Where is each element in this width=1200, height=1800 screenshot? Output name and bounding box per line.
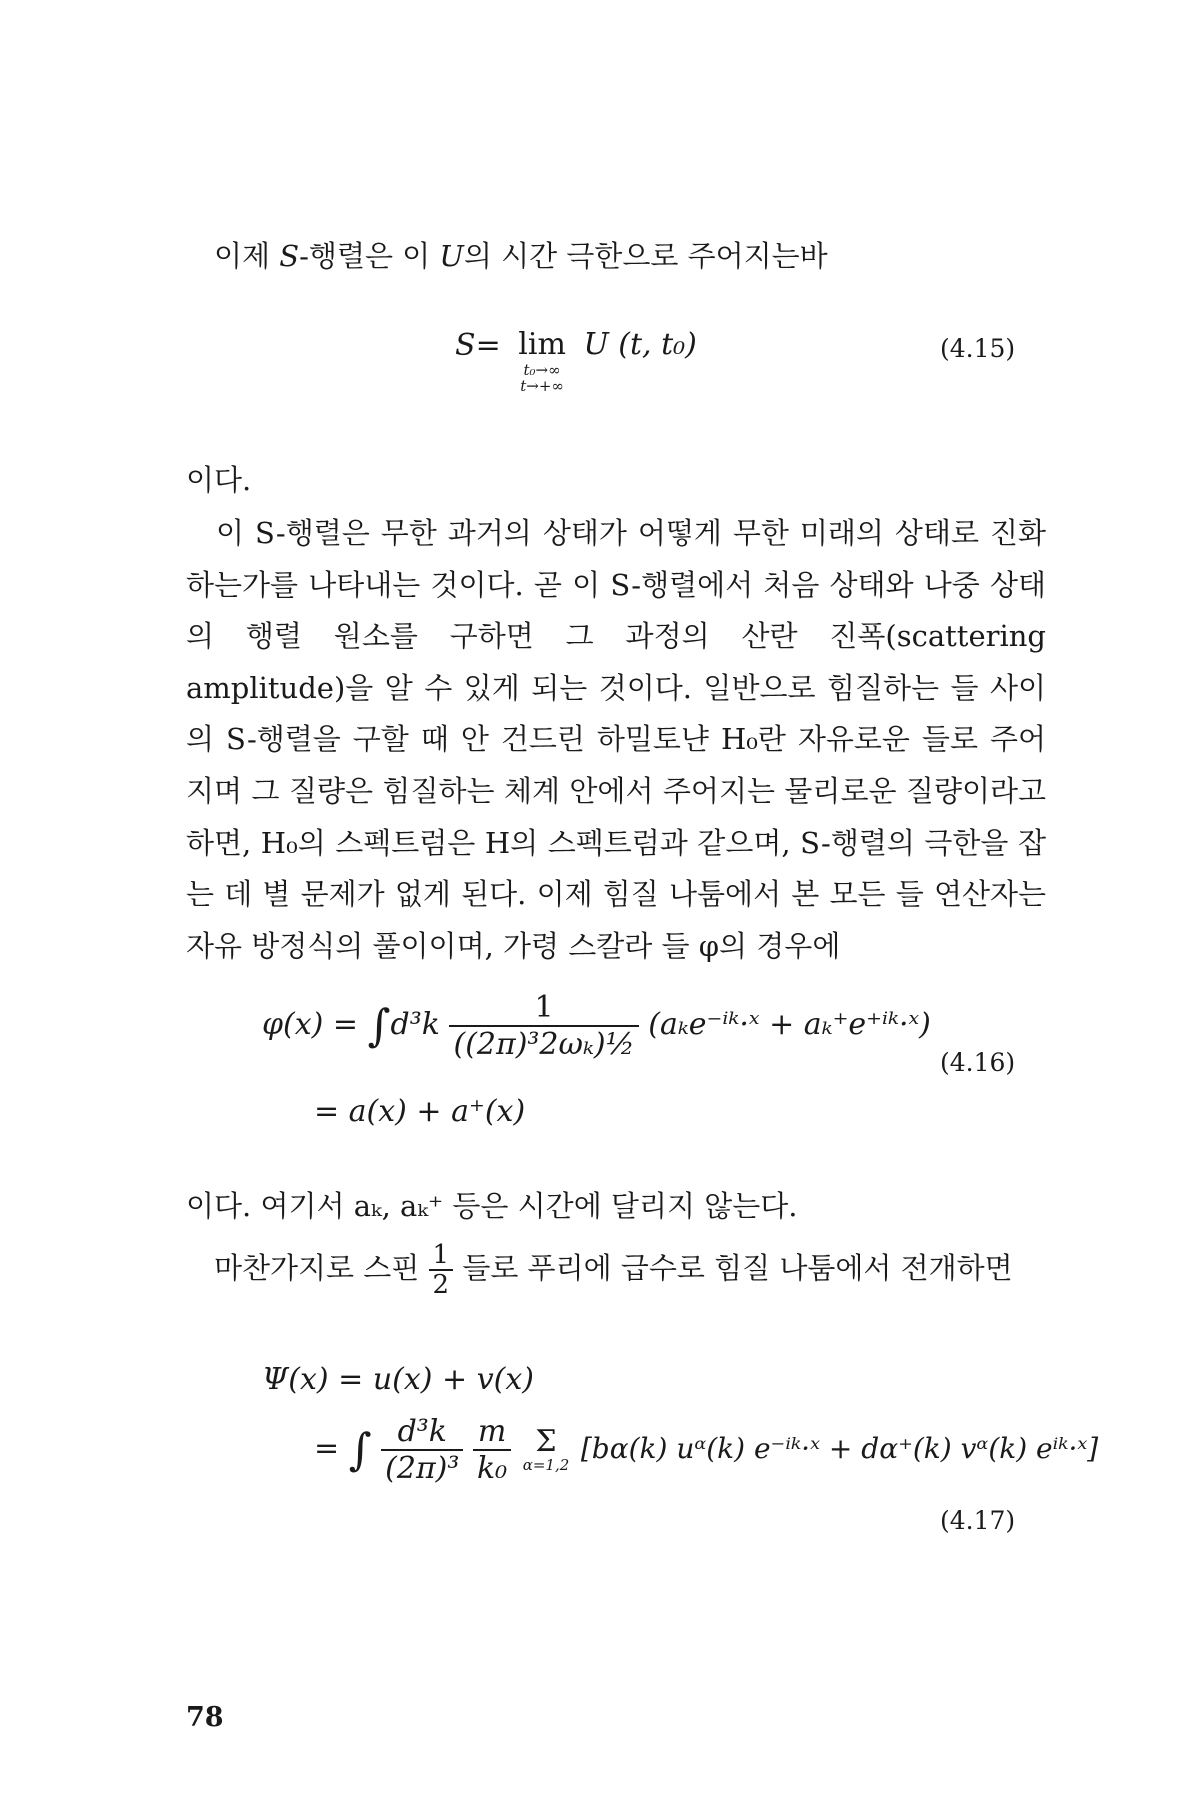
eq417-frac2-num: m (473, 1414, 511, 1451)
eq416-bracket: (aₖe⁻ⁱᵏ·ˣ + aₖ⁺e⁺ⁱᵏ·ˣ) (648, 1007, 931, 1042)
intro-symbol-s: S (279, 239, 300, 273)
eq416-fraction (449, 990, 638, 1062)
eq417-fraction-1 (381, 1414, 463, 1486)
eq417-line1: Ψ(x) = u(x) + v(x) (262, 1362, 534, 1397)
eq417-sum: Σ (535, 1424, 557, 1459)
eq417-fraction-2 (473, 1414, 511, 1486)
eq416-measure: d³k (390, 1007, 440, 1042)
after-415-text: 이다. (186, 463, 252, 497)
intro-text-a: 이제 (214, 239, 280, 273)
eq417-number: (4.17) (940, 1506, 1016, 1535)
eq416-lhs: φ(x) (262, 1007, 324, 1042)
spin-half-num: 1 (429, 1241, 454, 1271)
eq416-integral: ∫ (367, 1000, 391, 1052)
eq416-line2: = a(x) + a⁺(x) (314, 1094, 526, 1129)
eq415-lhs: S (455, 328, 476, 363)
spin-text-b: 들로 푸리에 급수로 힘질 나툼에서 전개하면 (462, 1251, 1013, 1285)
eq416-number: (4.16) (940, 1048, 1016, 1077)
equation-4-17-line2 (314, 1414, 1098, 1486)
eq415-lim: lim (518, 327, 566, 362)
equation-4-16-line1 (262, 990, 931, 1062)
spin-line (214, 1238, 1013, 1299)
intro-symbol-u: U (439, 239, 464, 273)
eq416-eq-sign: = (332, 1007, 359, 1042)
eq417-sum-sub: α=1,2 (522, 1456, 570, 1474)
spin-half (429, 1241, 454, 1299)
eq417-integral: ∫ (348, 1424, 372, 1476)
intro-text-b: -행렬은 이 (299, 239, 440, 273)
intro-text-c: 의 시간 극한으로 주어지는바 (463, 239, 828, 273)
eq415-op: = (475, 328, 501, 363)
eq417-frac2-den: k₀ (476, 1451, 508, 1486)
eq415-sub1: t₀→∞ (523, 361, 561, 379)
eq417-bracket: [bα(k) uᵅ(k) e⁻ⁱᵏ·ˣ + dα⁺(k) vᵅ(k) eⁱᵏ·ˣ] (580, 1432, 1099, 1465)
paragraph-1-text: 이 S-행렬은 무한 과거의 상태가 어떻게 무한 미래의 상태로 진화하는가를 나타내는 것이다. 곧 이 S-행렬에서 처음 상태와 나중 상태의 행렬 원소를 구하면 그 과정의 산란 진폭(scattering amplitude)을 알 수 있게 되는 것이다. 일반으로 힘질하는 들 사이의 S-행렬을 구할 때 안 건드린 하밀토냔 H₀란 자유로운 들로 주어지며 그 질량은 힘질하는 체계 안에서 주어지는 물리로운 질량이라고 하면, H₀의 스펙트럼은 H의 스펙트럼과 같으며, S-행렬의 극한을 잡는 데 별 문제가 없게 된다. 이제 힘질 나툼에서 본 모든 들 연산자는 자유 방정식의 풀이이며, 가령 스칼라 들 φ의 경우에 (186, 516, 1046, 963)
eq416-frac-num: 1 (449, 990, 638, 1027)
eq415-sub2: t→+∞ (520, 377, 564, 395)
eq415-rhs: U (t, t₀) (583, 327, 697, 362)
body-paragraph-1 (186, 508, 1046, 972)
intro-line (214, 236, 828, 276)
equation-4-15 (455, 328, 697, 394)
eq415-number: (4.15) (940, 334, 1016, 363)
spin-half-den: 2 (432, 1270, 450, 1300)
eq417-frac1-den: (2π)³ (385, 1451, 460, 1486)
after-416-text: 이다. 여기서 aₖ, aₖ⁺ 등은 시간에 달리지 않는다. (186, 1189, 798, 1223)
page-number: 78 (186, 1702, 224, 1733)
eq417-eq-sign: = (314, 1431, 340, 1466)
eq417-frac1-num: d³k (381, 1414, 463, 1451)
eq416-frac-den: ((2π)³2ωₖ)½ (453, 1027, 635, 1062)
spin-text-a: 마찬가지로 스핀 (214, 1251, 420, 1285)
